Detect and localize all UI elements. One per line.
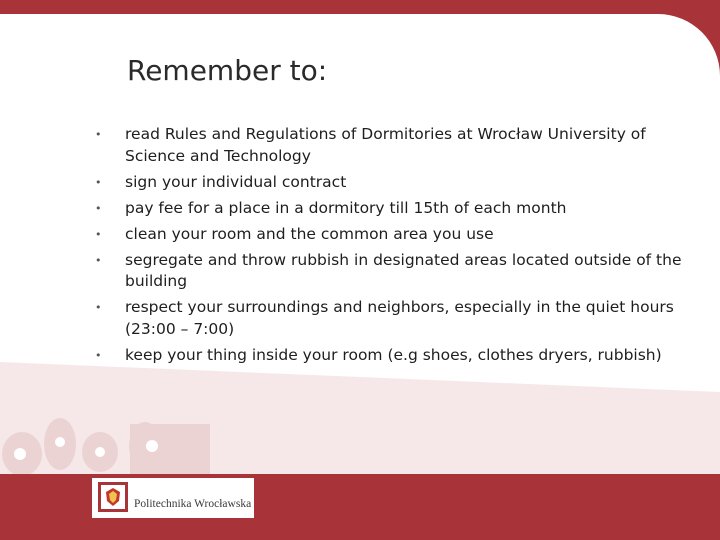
list-item [95, 345, 685, 367]
list-item-text: respect your surroundings and neighbors, especially in the quiet hours (23:00 – 7:00) [125, 298, 674, 338]
bullet: • [95, 227, 102, 241]
bullet: • [95, 348, 102, 362]
slide-title: Remember to: [127, 54, 328, 87]
rules-list [95, 124, 685, 371]
bullet: • [95, 201, 102, 215]
list-item-text: clean your room and the common area you use [125, 224, 494, 243]
list-item-text: pay fee for a place in a dormitory till 15th of each month [125, 198, 567, 217]
list-item [95, 297, 685, 340]
logo-text: Politechnika Wrocławska [134, 498, 252, 510]
list-item [95, 224, 685, 246]
bullet: • [95, 301, 102, 314]
bullet: • [95, 175, 102, 189]
list-item-text: keep your thing inside your room (e.g shoes, clothes dryers, rubbish) [125, 345, 662, 364]
list-item [95, 124, 685, 167]
list-item-text: read Rules and Regulations of Dormitories at Wrocław University of Science and Technology [125, 125, 646, 165]
list-item [95, 250, 685, 293]
bullet: • [95, 253, 102, 267]
list-item-text: segregate and throw rubbish in designated areas located outside of the building [125, 250, 682, 290]
list-item [95, 172, 685, 194]
university-crest-icon [98, 482, 128, 512]
list-item-text: sign your individual contract [125, 172, 347, 191]
bullet: • [95, 128, 102, 141]
list-item [95, 198, 685, 220]
slide-canvas [0, 14, 720, 474]
